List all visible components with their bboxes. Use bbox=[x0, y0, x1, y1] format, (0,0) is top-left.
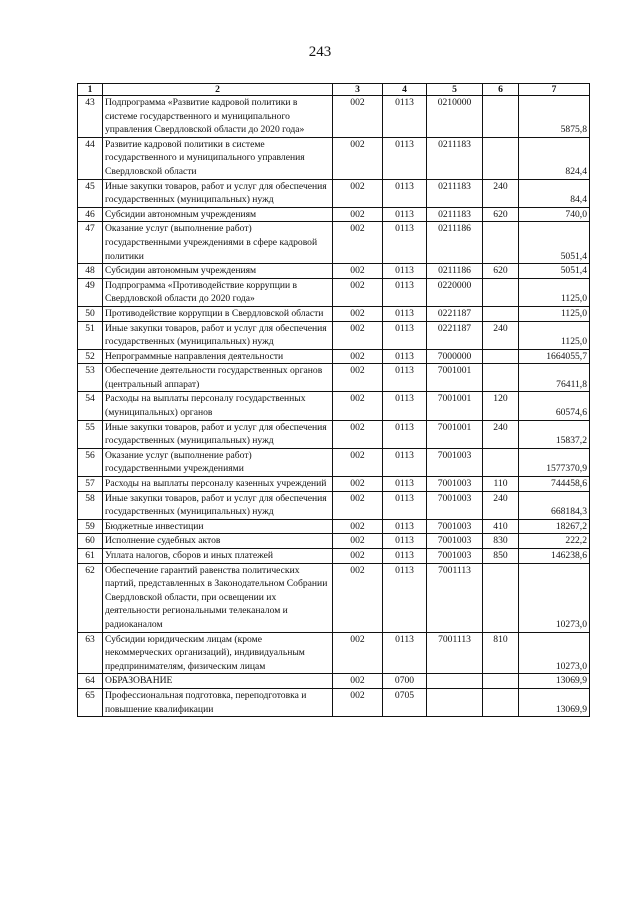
row-target-code: 7001001 bbox=[427, 364, 483, 392]
row-expense-type bbox=[483, 349, 519, 364]
row-section-code: 0113 bbox=[383, 321, 427, 349]
table-row bbox=[78, 392, 590, 420]
row-admin-code: 002 bbox=[333, 96, 383, 138]
row-section-code: 0113 bbox=[383, 392, 427, 420]
row-number: 47 bbox=[78, 222, 103, 264]
row-number: 56 bbox=[78, 448, 103, 476]
row-amount: 1664055,7 bbox=[519, 349, 590, 364]
row-target-code bbox=[427, 674, 483, 689]
row-target-code: 0220000 bbox=[427, 278, 483, 306]
row-target-code: 7001003 bbox=[427, 448, 483, 476]
row-admin-code: 002 bbox=[333, 448, 383, 476]
row-amount: 824,4 bbox=[519, 137, 590, 179]
row-name: Оказание услуг (выполнение работ) государственными учреждениями в сфере кадровой политики bbox=[103, 222, 333, 264]
row-amount: 15837,2 bbox=[519, 420, 590, 448]
row-admin-code: 002 bbox=[333, 519, 383, 534]
row-number: 57 bbox=[78, 477, 103, 492]
row-name: Подпрограмма «Противодействие коррупции в Свердловской области до 2020 года» bbox=[103, 278, 333, 306]
row-name: Иные закупки товаров, работ и услуг для обеспечения государственных (муниципальных) нужд bbox=[103, 179, 333, 207]
row-number: 65 bbox=[78, 688, 103, 716]
row-amount: 76411,8 bbox=[519, 364, 590, 392]
row-name: Профессиональная подготовка, переподготовка и повышение квалификации bbox=[103, 688, 333, 716]
row-expense-type: 620 bbox=[483, 207, 519, 222]
row-target-code: 7001113 bbox=[427, 632, 483, 674]
row-admin-code: 002 bbox=[333, 278, 383, 306]
row-expense-type bbox=[483, 96, 519, 138]
row-amount: 668184,3 bbox=[519, 491, 590, 519]
row-name: Подпрограмма «Развитие кадровой политики в системе государственного и муниципального управления Свердловской области до 2020 года» bbox=[103, 96, 333, 138]
row-section-code: 0113 bbox=[383, 96, 427, 138]
row-amount: 1125,0 bbox=[519, 306, 590, 321]
row-section-code: 0113 bbox=[383, 306, 427, 321]
table-row bbox=[78, 688, 590, 716]
row-target-code: 0211186 bbox=[427, 264, 483, 279]
row-target-code: 7001003 bbox=[427, 491, 483, 519]
table-header-row bbox=[78, 84, 590, 96]
row-number: 55 bbox=[78, 420, 103, 448]
table-row bbox=[78, 534, 590, 549]
table-row bbox=[78, 349, 590, 364]
row-target-code: 7001003 bbox=[427, 477, 483, 492]
row-amount: 1125,0 bbox=[519, 321, 590, 349]
table-row bbox=[78, 321, 590, 349]
row-amount: 10273,0 bbox=[519, 563, 590, 632]
row-number: 50 bbox=[78, 306, 103, 321]
row-number: 49 bbox=[78, 278, 103, 306]
row-admin-code: 002 bbox=[333, 477, 383, 492]
row-name: Субсидии юридическим лицам (кроме некоммерческих организаций), индивидуальным предпринимателям, физическим лицам bbox=[103, 632, 333, 674]
table-row bbox=[78, 448, 590, 476]
table-row bbox=[78, 222, 590, 264]
row-section-code: 0113 bbox=[383, 207, 427, 222]
table-row bbox=[78, 364, 590, 392]
row-number: 48 bbox=[78, 264, 103, 279]
row-amount: 222,2 bbox=[519, 534, 590, 549]
row-section-code: 0705 bbox=[383, 688, 427, 716]
header-col-2: 2 bbox=[103, 84, 333, 96]
table-row bbox=[78, 96, 590, 138]
row-target-code: 0221187 bbox=[427, 306, 483, 321]
row-section-code: 0113 bbox=[383, 179, 427, 207]
row-section-code: 0113 bbox=[383, 448, 427, 476]
row-expense-type: 830 bbox=[483, 534, 519, 549]
row-expense-type: 240 bbox=[483, 321, 519, 349]
row-target-code: 0211183 bbox=[427, 207, 483, 222]
row-number: 53 bbox=[78, 364, 103, 392]
row-expense-type: 410 bbox=[483, 519, 519, 534]
row-expense-type bbox=[483, 278, 519, 306]
row-section-code: 0113 bbox=[383, 278, 427, 306]
table-row bbox=[78, 563, 590, 632]
table-row bbox=[78, 477, 590, 492]
row-expense-type: 850 bbox=[483, 549, 519, 564]
row-number: 51 bbox=[78, 321, 103, 349]
row-amount: 1125,0 bbox=[519, 278, 590, 306]
row-target-code: 0221187 bbox=[427, 321, 483, 349]
row-number: 46 bbox=[78, 207, 103, 222]
row-amount: 1577370,9 bbox=[519, 448, 590, 476]
row-target-code: 0210000 bbox=[427, 96, 483, 138]
table-row bbox=[78, 137, 590, 179]
row-number: 58 bbox=[78, 491, 103, 519]
row-section-code: 0113 bbox=[383, 519, 427, 534]
header-col-6: 6 bbox=[483, 84, 519, 96]
row-expense-type: 810 bbox=[483, 632, 519, 674]
row-amount: 744458,6 bbox=[519, 477, 590, 492]
table-row bbox=[78, 179, 590, 207]
header-col-3: 3 bbox=[333, 84, 383, 96]
row-expense-type bbox=[483, 674, 519, 689]
row-expense-type: 240 bbox=[483, 179, 519, 207]
row-amount: 60574,6 bbox=[519, 392, 590, 420]
table-row bbox=[78, 207, 590, 222]
row-section-code: 0113 bbox=[383, 420, 427, 448]
table-row bbox=[78, 306, 590, 321]
page-number: 243 bbox=[308, 44, 332, 60]
row-name: Бюджетные инвестиции bbox=[103, 519, 333, 534]
row-admin-code: 002 bbox=[333, 321, 383, 349]
row-name: Субсидии автономным учреждениям bbox=[103, 207, 333, 222]
row-target-code: 7001003 bbox=[427, 534, 483, 549]
table-row bbox=[78, 674, 590, 689]
row-expense-type bbox=[483, 448, 519, 476]
table-row bbox=[78, 264, 590, 279]
row-admin-code: 002 bbox=[333, 207, 383, 222]
row-amount: 13069,9 bbox=[519, 688, 590, 716]
header-col-1: 1 bbox=[78, 84, 103, 96]
table-row bbox=[78, 491, 590, 519]
row-number: 54 bbox=[78, 392, 103, 420]
row-admin-code: 002 bbox=[333, 264, 383, 279]
row-number: 52 bbox=[78, 349, 103, 364]
row-admin-code: 002 bbox=[333, 632, 383, 674]
row-amount: 146238,6 bbox=[519, 549, 590, 564]
row-amount: 18267,2 bbox=[519, 519, 590, 534]
row-name: Уплата налогов, сборов и иных платежей bbox=[103, 549, 333, 564]
row-expense-type: 240 bbox=[483, 420, 519, 448]
table-row bbox=[78, 632, 590, 674]
row-target-code: 0211183 bbox=[427, 179, 483, 207]
row-section-code: 0113 bbox=[383, 222, 427, 264]
row-expense-type bbox=[483, 688, 519, 716]
row-name: Развитие кадровой политики в системе государственного и муниципального управления Свердловской области bbox=[103, 137, 333, 179]
row-target-code: 0211186 bbox=[427, 222, 483, 264]
row-section-code: 0113 bbox=[383, 364, 427, 392]
row-admin-code: 002 bbox=[333, 364, 383, 392]
row-name: Иные закупки товаров, работ и услуг для обеспечения государственных (муниципальных) нужд bbox=[103, 491, 333, 519]
row-amount: 10273,0 bbox=[519, 632, 590, 674]
row-name: Оказание услуг (выполнение работ) государственными учреждениями bbox=[103, 448, 333, 476]
budget-table bbox=[77, 83, 590, 717]
row-section-code: 0113 bbox=[383, 477, 427, 492]
row-admin-code: 002 bbox=[333, 392, 383, 420]
row-name: Непрограммные направления деятельности bbox=[103, 349, 333, 364]
row-target-code: 7001113 bbox=[427, 563, 483, 632]
row-amount: 5875,8 bbox=[519, 96, 590, 138]
row-name: Исполнение судебных актов bbox=[103, 534, 333, 549]
row-amount: 5051,4 bbox=[519, 264, 590, 279]
row-name: Иные закупки товаров, работ и услуг для обеспечения государственных (муниципальных) нужд bbox=[103, 321, 333, 349]
row-expense-type bbox=[483, 563, 519, 632]
header-col-5: 5 bbox=[427, 84, 483, 96]
row-target-code: 7001003 bbox=[427, 549, 483, 564]
row-amount: 740,0 bbox=[519, 207, 590, 222]
row-section-code: 0113 bbox=[383, 264, 427, 279]
header-col-4: 4 bbox=[383, 84, 427, 96]
row-name: Расходы на выплаты персоналу государственных (муниципальных) органов bbox=[103, 392, 333, 420]
row-number: 64 bbox=[78, 674, 103, 689]
row-section-code: 0113 bbox=[383, 137, 427, 179]
row-number: 60 bbox=[78, 534, 103, 549]
row-target-code bbox=[427, 688, 483, 716]
row-name: Обеспечение деятельности государственных органов (центральный аппарат) bbox=[103, 364, 333, 392]
row-section-code: 0113 bbox=[383, 349, 427, 364]
row-admin-code: 002 bbox=[333, 349, 383, 364]
row-expense-type: 120 bbox=[483, 392, 519, 420]
row-expense-type: 620 bbox=[483, 264, 519, 279]
row-number: 44 bbox=[78, 137, 103, 179]
row-admin-code: 002 bbox=[333, 420, 383, 448]
row-expense-type bbox=[483, 306, 519, 321]
row-section-code: 0113 bbox=[383, 632, 427, 674]
table-row bbox=[78, 278, 590, 306]
row-admin-code: 002 bbox=[333, 306, 383, 321]
row-target-code: 0211183 bbox=[427, 137, 483, 179]
row-admin-code: 002 bbox=[333, 534, 383, 549]
row-number: 61 bbox=[78, 549, 103, 564]
table-row bbox=[78, 549, 590, 564]
row-name: Обеспечение гарантий равенства политических партий, представленных в Законодательном Собрании Свердловской области, при освещении их деятельности региональными телеканалом и радиоканалом bbox=[103, 563, 333, 632]
row-number: 59 bbox=[78, 519, 103, 534]
row-admin-code: 002 bbox=[333, 549, 383, 564]
row-name: Противодействие коррупции в Свердловской области bbox=[103, 306, 333, 321]
row-admin-code: 002 bbox=[333, 179, 383, 207]
row-section-code: 0113 bbox=[383, 549, 427, 564]
row-expense-type bbox=[483, 364, 519, 392]
row-target-code: 7001001 bbox=[427, 420, 483, 448]
row-number: 63 bbox=[78, 632, 103, 674]
row-amount: 5051,4 bbox=[519, 222, 590, 264]
table-row bbox=[78, 420, 590, 448]
row-section-code: 0113 bbox=[383, 563, 427, 632]
row-name: Субсидии автономным учреждениям bbox=[103, 264, 333, 279]
row-name: Расходы на выплаты персоналу казенных учреждений bbox=[103, 477, 333, 492]
row-section-code: 0113 bbox=[383, 534, 427, 549]
row-target-code: 7001001 bbox=[427, 392, 483, 420]
row-target-code: 7000000 bbox=[427, 349, 483, 364]
row-section-code: 0113 bbox=[383, 491, 427, 519]
row-admin-code: 002 bbox=[333, 137, 383, 179]
row-admin-code: 002 bbox=[333, 563, 383, 632]
row-admin-code: 002 bbox=[333, 222, 383, 264]
row-name: Иные закупки товаров, работ и услуг для обеспечения государственных (муниципальных) нужд bbox=[103, 420, 333, 448]
row-expense-type: 110 bbox=[483, 477, 519, 492]
row-name: ОБРАЗОВАНИЕ bbox=[103, 674, 333, 689]
row-amount: 13069,9 bbox=[519, 674, 590, 689]
row-amount: 84,4 bbox=[519, 179, 590, 207]
table-row bbox=[78, 519, 590, 534]
row-expense-type bbox=[483, 137, 519, 179]
header-col-7: 7 bbox=[519, 84, 590, 96]
row-expense-type bbox=[483, 222, 519, 264]
row-section-code: 0700 bbox=[383, 674, 427, 689]
row-expense-type: 240 bbox=[483, 491, 519, 519]
row-number: 43 bbox=[78, 96, 103, 138]
row-target-code: 7001003 bbox=[427, 519, 483, 534]
row-admin-code: 002 bbox=[333, 491, 383, 519]
row-number: 62 bbox=[78, 563, 103, 632]
row-admin-code: 002 bbox=[333, 674, 383, 689]
row-admin-code: 002 bbox=[333, 688, 383, 716]
row-number: 45 bbox=[78, 179, 103, 207]
